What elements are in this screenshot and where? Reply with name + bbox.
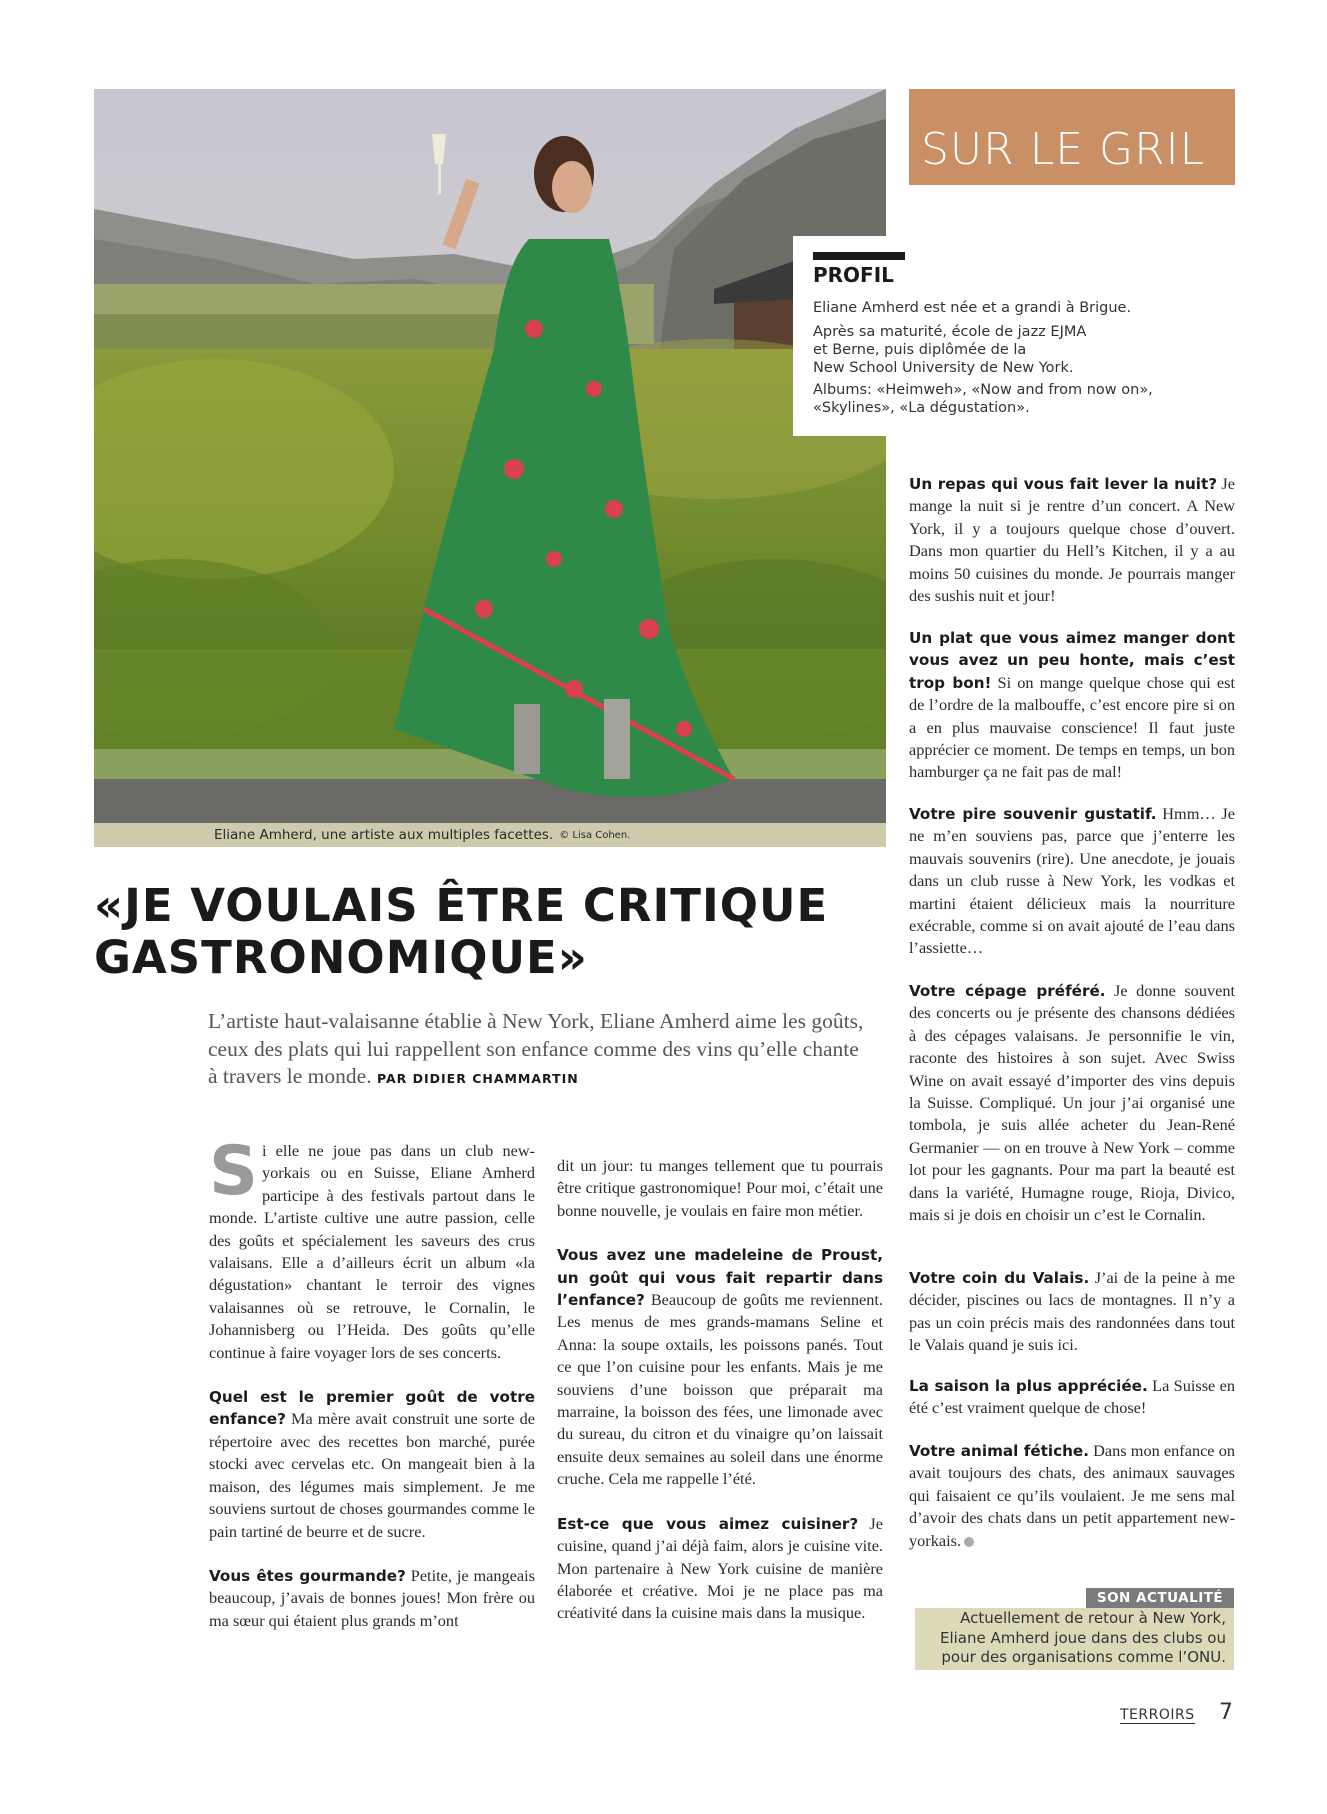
qa-question: Votre cépage préféré.: [909, 982, 1106, 1000]
photo-caption: [94, 823, 886, 847]
qa-item: [557, 1244, 883, 1490]
actualite-line: Actuellement de retour à New York,: [960, 1609, 1226, 1627]
profil-line: et Berne, puis diplômée de la: [813, 342, 1027, 358]
qa-answer: Hmm… Je ne m’en souviens pas, parce que j’enterre les mauvais souvenirs (rire). Une anecdote, je jouais dans un club russe à New York, les vodkas et martini étaient délicieux mais la nourriture exécrable, comme si on avait ajouté de l’eau dans l’assiette…: [909, 804, 1235, 958]
qa-item: [909, 473, 1235, 607]
profil-line: Albums: «Heimweh», «Now and from now on»,: [813, 382, 1153, 398]
qa-answer: Petite, je mangeais beaucoup, j’avais de bonnes joues! Mon frère ou ma sœur qui étaient plus grands m’ont: [209, 1565, 535, 1630]
section-tag-label: SUR LE GRIL: [921, 124, 1206, 175]
profil-box: [793, 236, 1163, 436]
qa-item: [557, 1513, 883, 1625]
qa-question: Votre coin du Valais.: [909, 1269, 1090, 1287]
profil-line: Eliane Amherd est née et a grandi à Brigue.: [813, 300, 1132, 316]
actualite-line: pour des organisations comme l’ONU.: [941, 1648, 1226, 1666]
section-tag: [909, 89, 1235, 185]
qa-item: [909, 803, 1235, 960]
intro-paragraph: [209, 1132, 535, 1364]
vineyard-portrait-image: [94, 89, 886, 847]
qa-answer: Si on mange quelque chose qui est de l’ordre de la malbouffe, c’est encore pire si on a en plus mauvaise conscience! Il faut juste apprécier ce moment. De temps en temps, un bon hamburger ça ne fait pas de mal!: [909, 672, 1236, 782]
byline: PAR DIDIER CHAMMARTIN: [376, 1071, 579, 1086]
profil-rule: [813, 252, 905, 260]
profil-line: New School University de New York.: [813, 360, 1074, 376]
headline: [94, 880, 894, 984]
qa-question: Votre animal fétiche.: [909, 1442, 1089, 1460]
qa-item: [209, 1565, 535, 1632]
qa-question: La saison la plus appréciée.: [909, 1377, 1148, 1395]
qa-item: [209, 1386, 535, 1543]
lede: [208, 1008, 868, 1093]
qa-question: Vous avez une madeleine de Proust, un goût qui vous fait repartir dans l’enfance?: [557, 1246, 883, 1310]
photo-credit: © Lisa Cohen.: [559, 829, 631, 841]
caption-text: Eliane Amherd, une artiste aux multiples facettes.: [214, 827, 554, 843]
qa-item: [909, 1375, 1235, 1420]
qa-question: Vous êtes gourmande?: [209, 1566, 406, 1585]
qa-answer: Beaucoup de goûts me reviennent. Les menus de mes grands-mamans Seline et Anna: la soupe oxtails, les poissons panés. Tout ce que l’on cuisine pour les enfants. Mais je me souviens d’une boisson que préparait ma marraine, la boisson des fées, une limonade avec du sureau, du citron et du vinaigre qu’on laissait ensuite deux semaines au soleil dans une énorme cruche. Cela me rappelle l’été.: [557, 1290, 883, 1489]
headline-line-2: GASTRONOMIQUE»: [94, 931, 588, 984]
qa-question: Votre pire souvenir gustatif.: [909, 805, 1157, 823]
qa-item: [909, 627, 1235, 784]
actualite-tag: SON ACTUALITÉ: [1086, 1588, 1234, 1608]
actualite-line: Eliane Amherd joue dans des clubs ou: [939, 1628, 1226, 1647]
qa-continuation: [557, 1155, 883, 1222]
qa-answer: dit un jour: tu manges tellement que tu pourrais être critique gastronomique! Pour moi, c’était une bonne nouvelle, je voulais en faire mon métier.: [557, 1156, 883, 1220]
qa-answer: Je donne souvent des concerts ou je présente des chansons dédiées à des cépages valaisans. Je personnifie le vin, raconte des histoires à son sujet. Avec Swiss Wine on avait essayé d’importer des vins depuis la Suisse. Compliqué. Un jour j’ai organisé une tombola, je suis allée acheter du Jean-René Germanier — on en trouve à New York – comme lot pour les gagnants. Pour ma part la beauté est dans la variété, Humagne rouge, Rioja, Divico, mais si je dois en choisir un c’est le Cornalin.: [909, 981, 1235, 1225]
profil-line: Après sa maturité, école de jazz EJMA: [813, 324, 1087, 340]
qa-item: [909, 1440, 1235, 1552]
lede-text: L’artiste haut-valaisanne établie à New York, Eliane Amherd aime les goûts, ceux des plats qui lui rappellent son enfance comme des vins qu’elle chante à travers le monde.: [208, 1009, 864, 1088]
end-mark-icon: [964, 1537, 974, 1547]
article-column-1: [209, 1132, 535, 1632]
qa-answer: Je cuisine, quand j’ai déjà faim, alors je cuisine vite. Mon partenaire à New York cuisine de manière élaborée et créative. Moi je ne place pas ma créativité dans la cuisine mais dans la musique.: [557, 1513, 883, 1623]
profil-title: PROFIL: [813, 263, 894, 287]
actualite-box: [915, 1608, 1234, 1670]
qa-question: Un plat que vous aimez manger dont vous avez un peu honte, mais c’est trop bon!: [909, 629, 1235, 692]
qa-question: Un repas qui vous fait lever la nuit?: [909, 475, 1218, 493]
qa-answer: Je mange la nuit si je rentre d’un concert. A New York, il y a toujours quelque chose d’ouvert. Dans mon quartier du Hell’s Kitchen, il y a au moins 50 cuisines du monde. Je pourrais manger des sushis nuit et jour!: [909, 474, 1235, 606]
qa-answer: La Suisse en été c’est vraiment quelque de chose!: [909, 1376, 1235, 1418]
article-photo: [94, 89, 886, 847]
qa-answer: Dans mon enfance on avait toujours des chats, des animaux sauvages qui faisaient ce qu’ils voulaient. Je me sens mal d’avoir des chats dans un petit appartement new-yorkais.: [909, 1441, 1235, 1550]
qa-question: Est-ce que vous aimez cuisiner?: [557, 1514, 859, 1533]
drop-cap: S: [209, 1132, 258, 1211]
intro-text: i elle ne joue pas dans un club new-yorkais ou en Suisse, Eliane Amherd participe à des festivals partout dans le monde. L’artiste cultive une autre passion, celle des goûts et spécialement les saveurs des crus valaisans. Elle a d’ailleurs écrit un album «la dégustation» chantant le terroir des vignes valaisannes où se retrouve, le Cornalin, le Johannisberg ou l’Heida. Des goûts qu’elle continue à faire voyager lors de ses concerts.: [209, 1141, 535, 1362]
magazine-name: TERROIRS: [1120, 1707, 1195, 1723]
page-number: 7: [1219, 1700, 1233, 1725]
profil-line: «Skylines», «La dégustation».: [813, 400, 1030, 416]
qa-answer: J’ai de la peine à me décider, piscines ou lacs de montagnes. Il n’y a pas un coin précis mais des randonnées dans tout le Valais quand je suis ici.: [909, 1268, 1235, 1355]
qa-item: [909, 1267, 1235, 1357]
article-column-2: [557, 1155, 883, 1625]
qa-item: [909, 980, 1235, 1226]
qa-answer: Ma mère avait construit une sorte de répertoire avec des recettes bon marché, purée stocki avec cervelas etc. On mangeait bien à la maison, des légumes mais simplement. Je me souviens surtout de choses gourmandes comme le pain tartiné de beurre et de sucre.: [209, 1409, 535, 1541]
qa-question: Quel est le premier goût de votre enfance?: [209, 1388, 535, 1429]
headline-line-1: «JE VOULAIS ÊTRE CRITIQUE: [94, 879, 829, 932]
